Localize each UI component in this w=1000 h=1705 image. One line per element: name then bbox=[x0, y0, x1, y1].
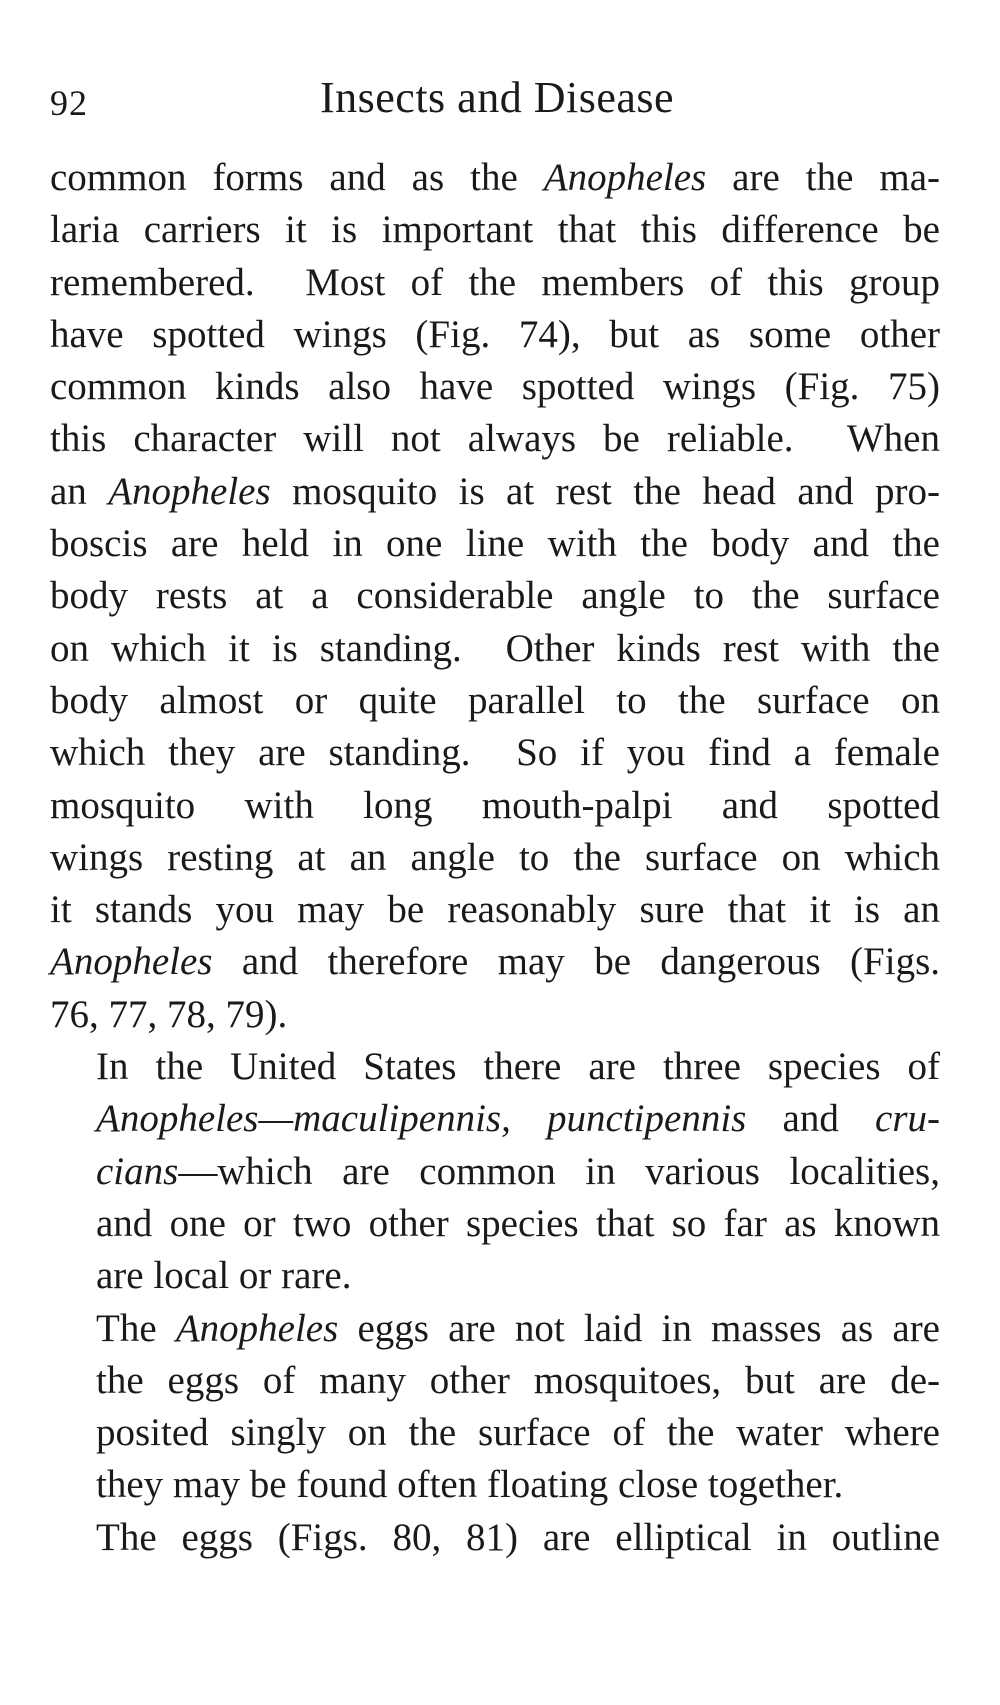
paragraph bbox=[50, 1041, 940, 1302]
italic-term: Anopheles—maculipennis, punctipennis bbox=[96, 1097, 747, 1141]
paragraph bbox=[50, 1303, 940, 1512]
text-line: they may be found often floating close together. bbox=[96, 1463, 844, 1507]
text-line: 76, 77, 78, 79). bbox=[50, 992, 288, 1036]
page-number: 92 bbox=[50, 83, 88, 123]
text-line: have spotted wings (Fig. 74), but as some other bbox=[50, 312, 940, 356]
text-line: posited singly on the surface of the water where bbox=[96, 1411, 940, 1455]
text-line: and one or two other species that so far as known bbox=[96, 1201, 940, 1245]
text-line: The Anopheles eggs are not laid in masses as are bbox=[96, 1306, 940, 1350]
italic-term: Anopheles bbox=[50, 940, 213, 984]
text-line: remembered. Most of the members of this group bbox=[50, 260, 940, 304]
text-line: are local or rare. bbox=[96, 1254, 352, 1298]
italic-term: Anopheles bbox=[108, 469, 271, 513]
text-line: an Anopheles mosquito is at rest the head and pro- bbox=[50, 469, 940, 513]
text-line: this character will not always be reliable. When bbox=[50, 417, 940, 461]
text-line: Anopheles—maculipennis, punctipennis and cru- bbox=[96, 1097, 941, 1141]
text-line: it stands you may be reasonably sure that it is an bbox=[50, 888, 940, 932]
text-line: the eggs of many other mosquitoes, but are de- bbox=[96, 1358, 940, 1402]
text-line: common kinds also have spotted wings (Fig. 75) bbox=[50, 365, 940, 409]
page-header bbox=[50, 72, 940, 142]
text-line: body rests at a considerable angle to the surface bbox=[50, 574, 940, 618]
text-line: on which it is standing. Other kinds rest with the bbox=[50, 626, 940, 670]
italic-term: cians bbox=[96, 1149, 179, 1193]
italic-term: Anopheles bbox=[175, 1306, 339, 1350]
text-line: boscis are held in one line with the body and the bbox=[50, 522, 940, 566]
text-line: common forms and as the Anopheles are the ma- bbox=[50, 156, 940, 199]
text-line: The eggs (Figs. 80, 81) are elliptical in outline bbox=[96, 1515, 940, 1559]
paragraph bbox=[50, 1512, 940, 1564]
paragraph bbox=[50, 152, 940, 1041]
running-title: Insects and Disease bbox=[320, 73, 675, 122]
text-line: laria carriers it is important that this difference be bbox=[50, 208, 940, 252]
text-line: cians—which are common in various localities, bbox=[96, 1149, 940, 1193]
text-line: which they are standing. So if you find a female bbox=[50, 731, 940, 775]
text-line: Anopheles and therefore may be dangerous (Figs. bbox=[50, 940, 940, 984]
text-line: body almost or quite parallel to the surface on bbox=[50, 678, 940, 722]
body-text bbox=[50, 152, 940, 1564]
italic-term: cru- bbox=[875, 1097, 941, 1141]
text-line: In the United States there are three species of bbox=[96, 1045, 940, 1089]
italic-term: Anopheles bbox=[543, 156, 707, 199]
text-line: mosquito with long mouth-palpi and spotted bbox=[50, 783, 940, 827]
text-line: wings resting at an angle to the surface on which bbox=[50, 835, 940, 879]
